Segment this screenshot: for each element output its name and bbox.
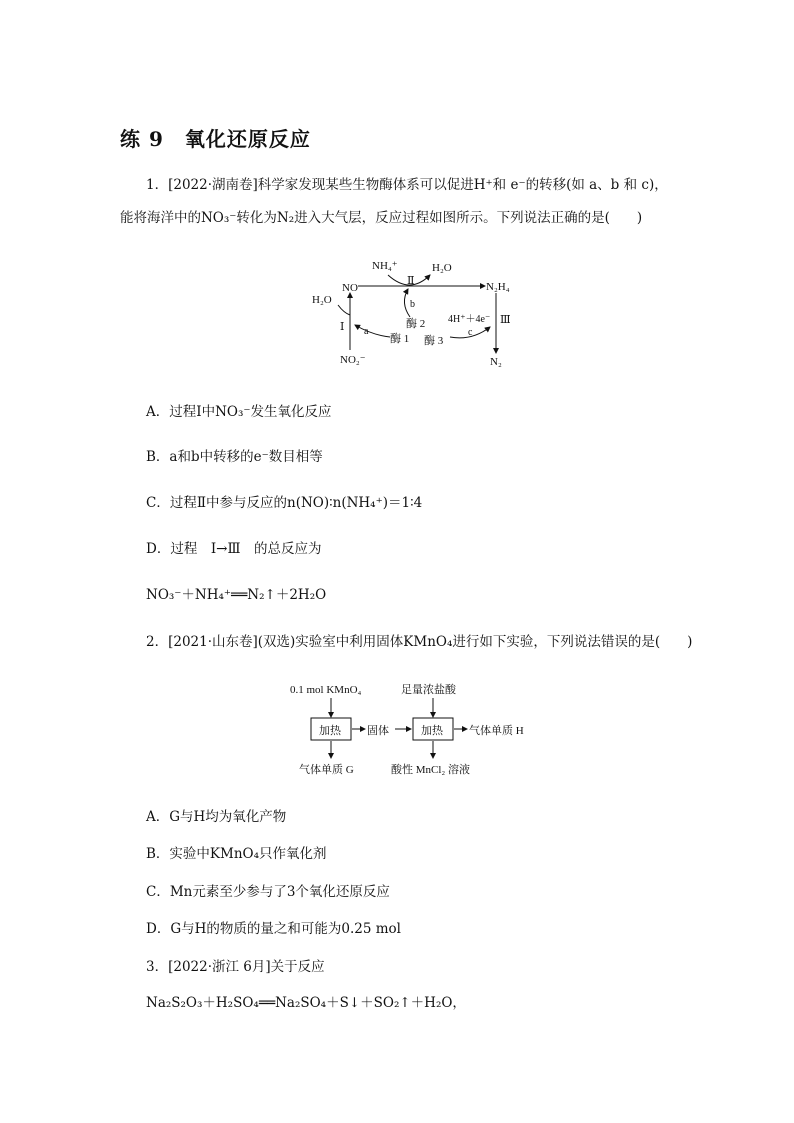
q3-stem: 3．[2022·浙江 6月]关于反应	[146, 959, 325, 975]
q1-stem-line1: 1．[2022·湖南卷]科学家发现某些生物酶体系可以促进H⁺和 e⁻的转移(如 a、b 和 c)，	[146, 177, 668, 193]
q2-option-d: D．G与H的物质的量之和可能为0.25 mol	[146, 921, 401, 937]
q2-stem: 2．[2021·山东卷](双选)实验室中利用固体KMnO₄进行如下实验，下列说法错误的是( )	[146, 634, 693, 650]
label-a: a	[364, 326, 369, 337]
q1-option-b: B．a和b中转移的e⁻数目相等	[146, 449, 323, 465]
label-roman-3: Ⅲ	[500, 314, 511, 326]
label-roman-1: Ⅰ	[340, 321, 345, 333]
label-solid: 固体	[367, 725, 389, 737]
label-roman-2: Ⅱ	[407, 275, 415, 287]
label-b: b	[410, 299, 415, 310]
label-no: NO	[342, 282, 358, 294]
label-h-e: 4H⁺＋4e⁻	[448, 314, 491, 325]
label-enzyme1: 酶 1	[390, 333, 410, 345]
q1-option-c: C．过程Ⅱ中参与反应的n(NO)∶n(NH₄⁺)＝1∶4	[146, 495, 423, 511]
label-heat-1: 加热	[319, 725, 341, 737]
label-nh4: NH₄⁺	[372, 260, 398, 272]
label-n2: N₂	[490, 356, 502, 368]
q3-equation: Na₂S₂O₃＋H₂SO₄══Na₂SO₄＋S↓＋SO₂↑＋H₂O，	[146, 995, 466, 1011]
label-n2h4: N₂H₄	[486, 281, 510, 293]
curve-h2o-left	[338, 305, 350, 315]
page-title: 练 9 氧化还原反应	[120, 127, 311, 151]
curve-a	[355, 325, 390, 337]
q1-option-a: A．过程Ⅰ中NO₃⁻发生氧化反应	[146, 404, 332, 420]
label-heat-2: 加热	[421, 725, 443, 737]
label-gas-h: 气体单质 H	[469, 725, 524, 737]
label-enzyme2: 酶 2	[406, 318, 426, 330]
label-h2o-left: H₂O	[312, 294, 332, 306]
q1-stem-line2: 能将海洋中的NO₃⁻转化为N₂进入大气层，反应过程如图所示。下列说法正确的是( )	[120, 210, 643, 226]
label-hcl: 足量浓盐酸	[401, 684, 456, 696]
label-enzyme3: 酶 3	[424, 335, 444, 347]
q2-option-a: A．G与H均为氧化产物	[146, 809, 287, 825]
label-kmno4: 0.1 mol KMnO₄	[290, 684, 362, 696]
label-h2o-top: H₂O	[432, 262, 452, 274]
label-c: c	[468, 327, 473, 338]
q2-option-c: C．Mn元素至少参与了3个氧化还原反应	[146, 884, 390, 900]
label-no2: NO₂⁻	[340, 354, 366, 366]
q1-option-d-equation: NO₃⁻＋NH₄⁺══N₂↑＋2H₂O	[146, 587, 327, 603]
q1-option-d: D．过程 Ⅰ→Ⅲ 的总反应为	[146, 541, 322, 557]
q1-reaction-diagram	[300, 255, 540, 370]
q2-option-b: B．实验中KMnO₄只作氧化剂	[146, 846, 327, 862]
label-mncl2: 酸性 MnCl₂ 溶液	[391, 764, 471, 776]
label-gas-g: 气体单质 G	[299, 764, 354, 776]
q2-experiment-diagram	[285, 678, 555, 783]
